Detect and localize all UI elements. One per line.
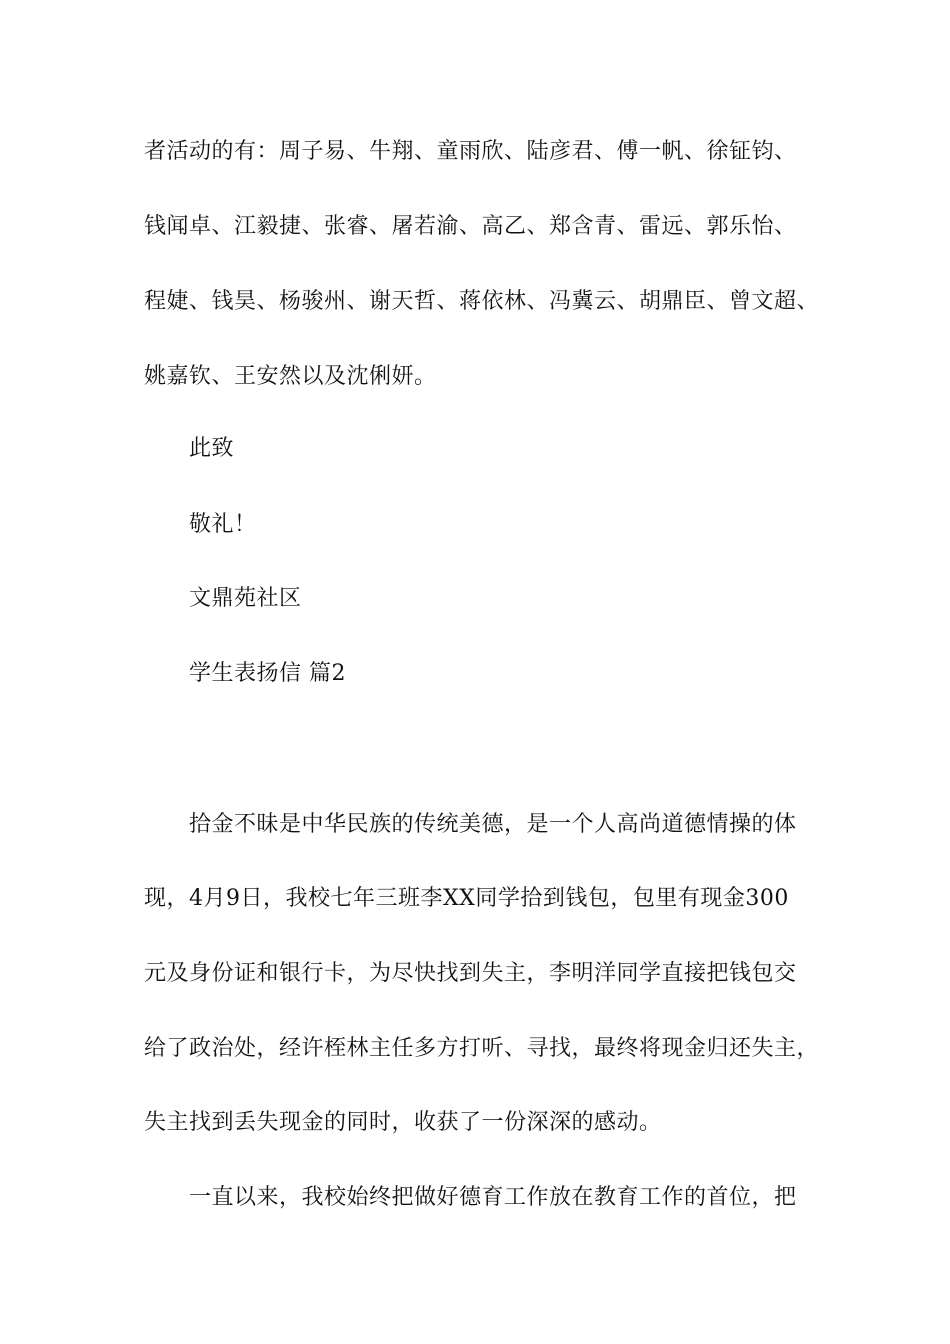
paragraph-line: 一直以来，我校始终把做好德育工作放在教育工作的首位，把 (189, 1185, 797, 1210)
paragraph-line: 程婕、钱昊、杨骏州、谢天哲、蒋依林、冯冀云、胡鼎臣、曾文超、 (144, 289, 820, 314)
closing-salutation: 此致 (189, 436, 235, 461)
paragraph-line: 现，4月9日，我校七年三班李XX同学拾到钱包，包里有现金300 (144, 886, 789, 911)
paragraph-line: 失主找到丢失现金的同时，收获了一份深深的感动。 (144, 1110, 662, 1135)
paragraph-line: 姚嘉钦、王安然以及沈俐妍。 (144, 364, 437, 389)
paragraph-line: 元及身份证和银行卡，为尽快找到失主，李明洋同学直接把钱包交 (144, 961, 797, 986)
closing-regards: 敬礼！ (189, 512, 257, 537)
paragraph-line: 者活动的有：周子易、牛翔、童雨欣、陆彦君、傅一帆、徐钲钧、 (144, 139, 797, 164)
signature-organization: 文鼎苑社区 (189, 586, 302, 611)
section-title: 学生表扬信 篇2 (189, 661, 346, 686)
paragraph-line: 钱闻卓、江毅捷、张睿、屠若渝、高乙、郑含青、雷远、郭乐怡、 (144, 214, 797, 239)
paragraph-line: 给了政治处，经许桎林主任多方打听、寻找，最终将现金归还失主， (144, 1036, 820, 1061)
paragraph-line: 拾金不昧是中华民族的传统美德，是一个人高尚道德情操的体 (189, 812, 797, 837)
